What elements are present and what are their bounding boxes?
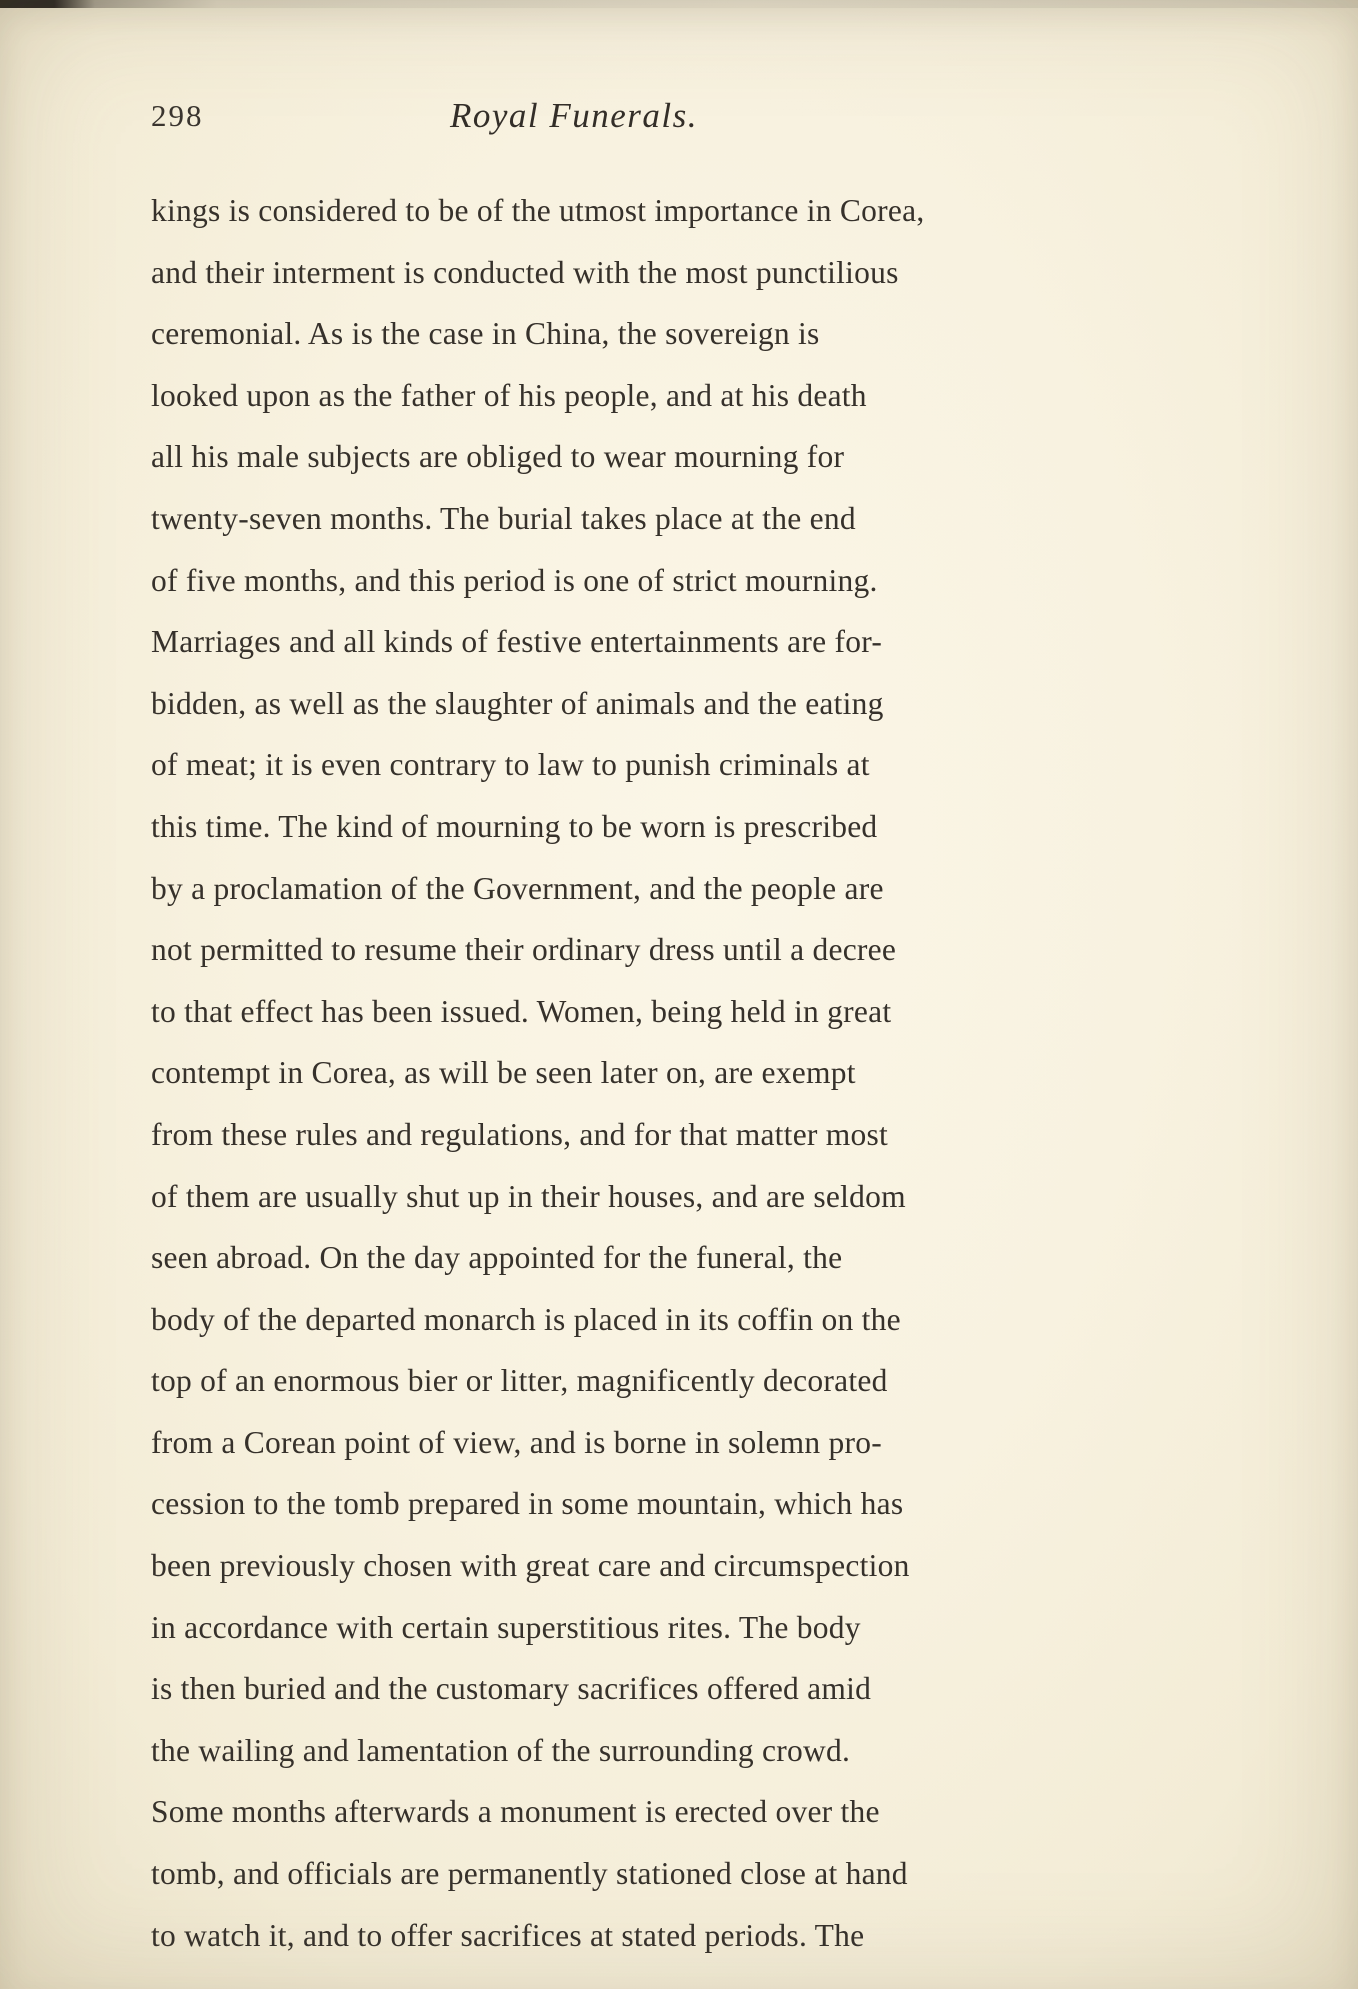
text-line: contempt in Corea, as will be seen later on, are exempt (151, 1055, 856, 1091)
page-header (151, 96, 997, 160)
book-page (151, 96, 997, 1966)
text-line: body of the departed monarch is placed in its coffin on the (151, 1301, 901, 1337)
text-line: and their interment is conducted with the most punctilious (151, 254, 899, 290)
page-number: 298 (151, 98, 204, 133)
text-line: to that effect has been issued. Women, being held in great (151, 993, 892, 1029)
text-line: of five months, and this period is one of strict mourning. (151, 562, 878, 598)
text-line: seen abroad. On the day appointed for the funeral, the (151, 1240, 843, 1276)
text-line: this time. The kind of mourning to be worn is prescribed (151, 808, 878, 844)
text-line: by a proclamation of the Government, and the people are (151, 870, 884, 906)
text-line: kings is considered to be of the utmost importance in Corea, (151, 193, 925, 228)
text-line: in accordance with certain superstitious rites. The body (151, 1609, 861, 1645)
text-line: bidden, as well as the slaughter of animals and the eating (151, 685, 884, 721)
scan-edge-artifact (0, 0, 1358, 8)
text-line: cession to the tomb prepared in some mountain, which has (151, 1486, 904, 1522)
text-line: from these rules and regulations, and for that matter most (151, 1116, 889, 1152)
text-line: is then buried and the customary sacrifices offered amid (151, 1671, 872, 1707)
body-text (151, 180, 997, 1966)
text-line: twenty-seven months. The burial takes place at the end (151, 500, 856, 536)
text-line: of meat; it is even contrary to law to punish criminals at (151, 747, 870, 783)
text-line: been previously chosen with great care and circumspection (151, 1548, 910, 1584)
text-line: Marriages and all kinds of festive entertainments are for- (151, 624, 883, 660)
text-line: Some months afterwards a monument is erected over the (151, 1794, 880, 1830)
text-line: to watch it, and to offer sacrifices at stated periods. The (151, 1917, 865, 1953)
running-title: Royal Funerals. (449, 96, 699, 135)
text-line: not permitted to resume their ordinary dress until a decree (151, 932, 897, 968)
text-line: looked upon as the father of his people, and at his death (151, 377, 867, 413)
text-line: from a Corean point of view, and is borne in solemn pro- (151, 1424, 883, 1460)
text-line: tomb, and officials are permanently stationed close at hand (151, 1856, 908, 1892)
text-line: of them are usually shut up in their houses, and are seldom (151, 1178, 906, 1214)
text-line: the wailing and lamentation of the surrounding crowd. (151, 1732, 851, 1768)
text-line: ceremonial. As is the case in China, the sovereign is (151, 316, 820, 352)
text-line: all his male subjects are obliged to wear mourning for (151, 439, 845, 475)
text-line: top of an enormous bier or litter, magnificently decorated (151, 1363, 888, 1399)
